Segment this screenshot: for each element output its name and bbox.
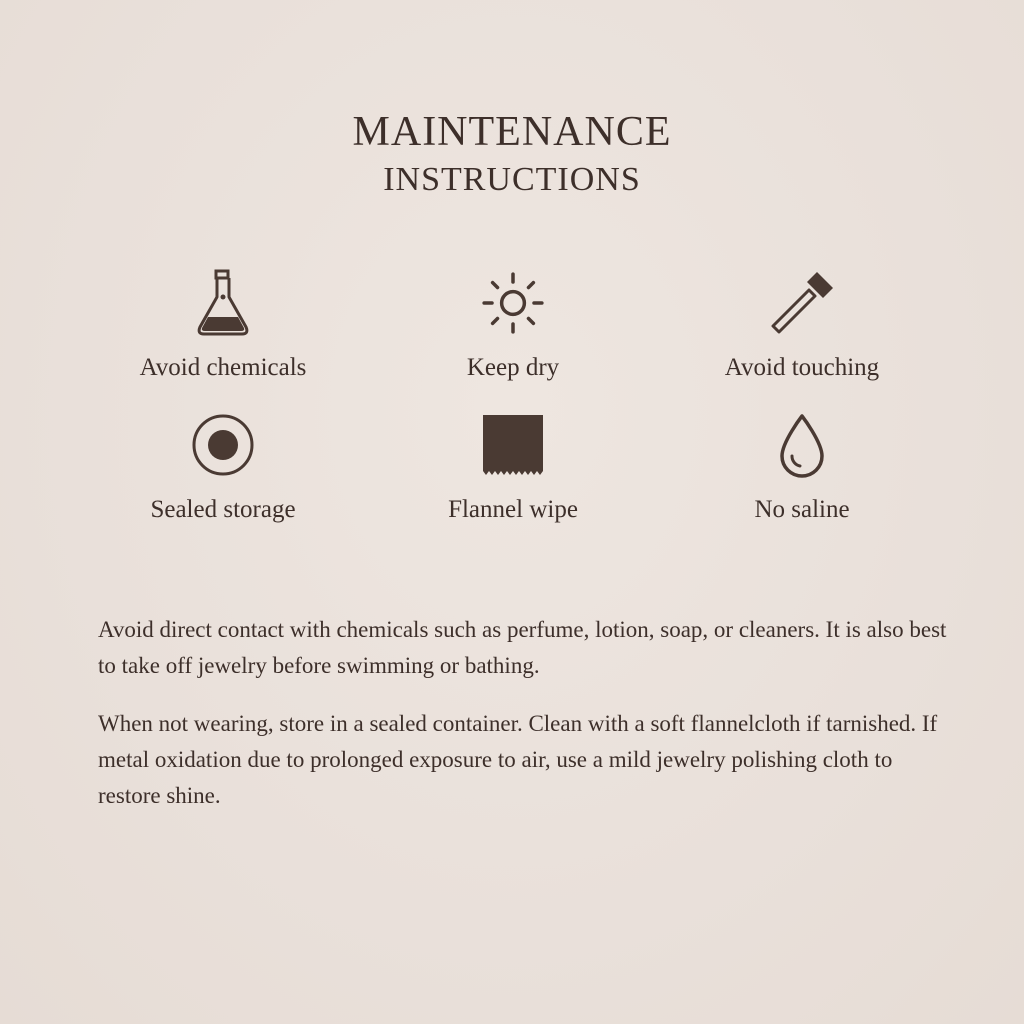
water-drop-icon <box>767 404 837 486</box>
instruction-label: Avoid touching <box>724 354 880 381</box>
sun-icon <box>478 262 548 344</box>
hammer-icon <box>767 262 837 344</box>
page-title: MAINTENANCE <box>352 109 672 155</box>
care-paragraph-chemicals: Avoid direct contact with chemicals such as perfume, lotion, soap, or cleaners. It is also best to take off jewelry before swimming or bathing. <box>98 617 947 678</box>
instruction-grid <box>78 262 946 546</box>
instruction-avoid-touching <box>658 262 946 404</box>
instruction-label: No saline <box>754 496 850 523</box>
care-paragraph-storage: When not wearing, store in a sealed container. Clean with a soft flannelcloth if tarnished. If metal oxidation due to prolonged exposure to air, use a mild jewelry polishing cloth to restore shine. <box>98 711 938 808</box>
sealed-circle-icon <box>188 404 258 486</box>
instruction-flannel-wipe <box>368 404 658 546</box>
page-subtitle: INSTRUCTIONS <box>383 161 641 198</box>
instruction-label: Sealed storage <box>150 496 296 523</box>
instruction-avoid-chemicals <box>78 262 368 404</box>
instruction-label: Keep dry <box>466 354 560 381</box>
flask-icon <box>188 262 258 344</box>
cloth-square-icon <box>478 404 548 486</box>
instruction-label: Flannel wipe <box>448 496 578 523</box>
instruction-sealed-storage <box>78 404 368 546</box>
instruction-label: Avoid chemicals <box>139 354 307 381</box>
instruction-keep-dry <box>368 262 658 404</box>
instruction-no-saline <box>658 404 946 546</box>
